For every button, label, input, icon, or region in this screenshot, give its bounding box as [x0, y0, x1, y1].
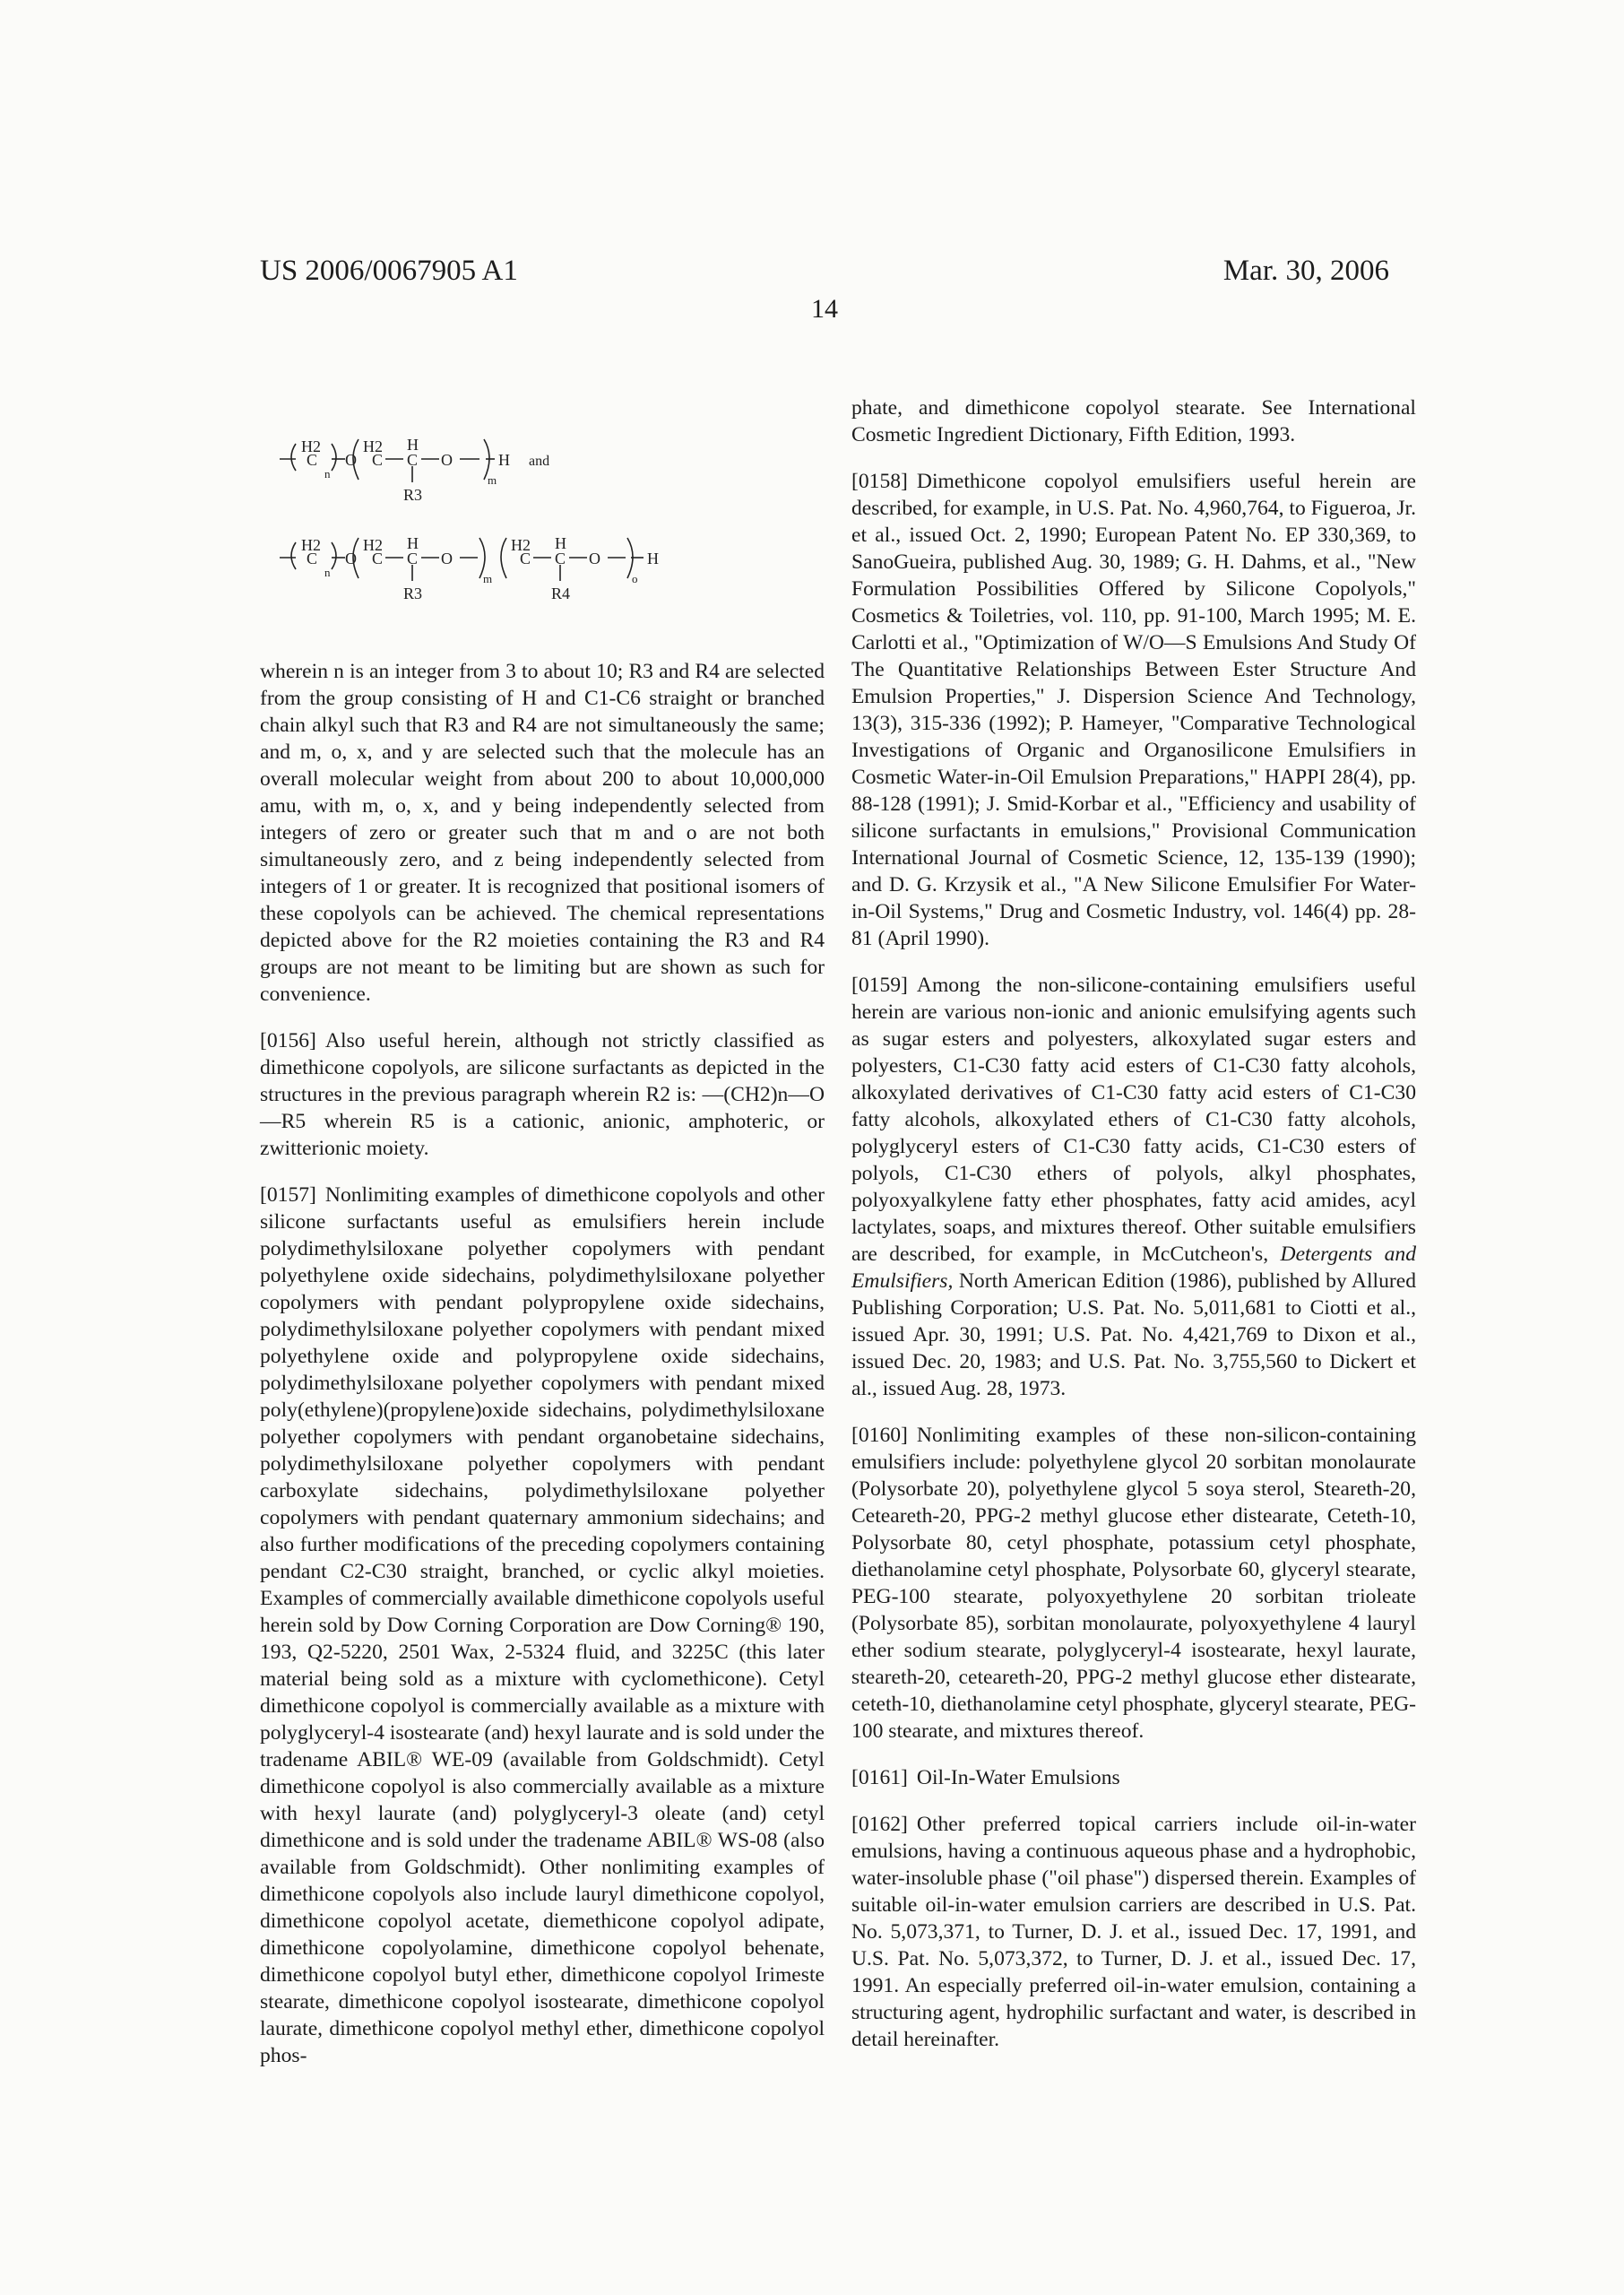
f2-h-a: H [407, 534, 419, 552]
f2-o-a: O [345, 550, 357, 567]
f2-c-b: C [372, 550, 384, 567]
paragraph-0161-heading [851, 1764, 1416, 1791]
paragraph-0157 [260, 1182, 825, 2069]
f1-h: H [407, 436, 419, 454]
f2-o-c: O [589, 550, 600, 567]
paragraph-text-end: North American Edition (1986), published by Allured Publishing Corporation; U.S. Pat. No. 5,011,681 to Ciotti et al., issued Apr. 30, 1991; U.S. Pat. No. 4,421,769 to Dixon et al., issued Dec. 20, 1983; and U.S. Pat. No. 3,755,560 to Dickert et al., issued Aug. 28, 1973. [851, 1269, 1416, 1400]
paragraph-number: [0161] [851, 1766, 908, 1789]
left-column [260, 394, 825, 2089]
f2-c-e: C [555, 550, 566, 567]
paragraph-text: Dimethicone copolyol emulsifiers useful herein are described, for example, in U.S. Pat. No. 4,960,764, to Figueroa, Jr. et al., issued Oct. 2, 1990; European Patent No. EP 330,369, to SanoGueira, published Aug. 30, 1989; G. H. Dahms, et al., "New Formulation Possibilities Offered by Silicone Copolyols," Cosmetics & Toiletries, vol. 110, pp. 91-100, March 1995; M. E. Carlotti et al., "Optimization of W/O—S Emulsions And Study Of The Quantitative Relationships Between Ester Structure And Emulsion Properties," J. Dispersion Science And Technology, 13(3), 315-336 (1992); P. Hameyer, "Comparative Technological Investigations of Organic and Organosilicone Emulsifiers in Cosmetic Water-in-Oil Emulsion Preparations," HAPPI 28(4), pp. 88-128 (1991); J. Smid-Korbar et al., "Efficiency and usability of silicone surfactants in emulsions," Provisional Communication International Journal of Cosmetic Science, 12, 135-139 (1990); and D. G. Krzysik et al., "A New Silicone Emulsifier For Water-in-Oil Systems," Drug and Cosmetic Industry, vol. 146(4) pp. 28-81 (April 1990). [851, 470, 1416, 950]
f2-m: m [483, 572, 493, 585]
paragraph-text: Nonlimiting examples of dimethicone copolyols and other silicone surfactants useful as emulsifiers herein include polydimethylsiloxane polyether copolymers with pendant polyethylene oxide sidechains, polydimethylsiloxane polyether copolymers with pendant polypropylene oxide sidechains, polydimethylsiloxane polyether copolymers with pendant mixed polyethylene oxide and polypropylene oxide sidechains, polydimethylsiloxane polyether copolymers with pendant mixed poly(ethylene)(propylene)oxide sidechains, polydimethylsiloxane polyether copolymers with pendant organobetaine sidechains, polydimethylsiloxane polyether copolymers with pendant carboxylate sidechains, polydimethylsiloxane polyether copolymers with pendant quaternary ammonium sidechains; and also further modifications of the preceding copolymers containing pendant C2-C30 straight, branched, or cyclic alkyl moieties. Examples of commercially available dimethicone copolyols useful herein sold by Dow Corning Corporation are Dow Corning® 190, 193, Q2-5220, 2501 Wax, 2-5324 fluid, and 3225C (this later material being sold as a mixture with cyclomethicone). Cetyl dimethicone copolyol is commercially available as a mixture with polyglyceryl-4 isostearate (and) hexyl laurate and is sold under the tradename ABIL® WE-09 (available from Goldschmidt). Cetyl dimethicone copolyol is also commercially available as a mixture with hexyl laurate (and) polyglyceryl-3 oleate (and) cetyl dimethicone and is sold under the tradename ABIL® WS-08 (also available from Goldschmidt). Other nonlimiting examples of dimethicone copolyols also include lauryl dimethicone copolyol, dimethicone copolyol acetate, diemethicone copolyol adipate, dimethicone copolyolamine, dimethicone copolyol behenate, dimethicone copolyol butyl ether, dimethicone copolyol Irimeste stearate, dimethicone copolyol isostearate, dimethicone copolyol laurate, dimethicone copolyol methyl ether, dimethicone copolyol phos- [260, 1183, 825, 2067]
f1-n: n [324, 467, 331, 481]
paragraph-0160 [851, 1422, 1416, 1745]
publication-date: Mar. 30, 2006 [1222, 255, 1389, 287]
publication-number: US 2006/0067905 A1 [260, 255, 518, 287]
f2-h2-a: H2 [301, 536, 321, 554]
paragraph-number: [0158] [851, 470, 908, 493]
f2-c-c: C [407, 550, 419, 567]
f2-o-b: O [441, 550, 453, 567]
f1-m: m [488, 473, 497, 487]
paragraph-wherein: wherein n is an integer from 3 to about 10; R3 and R4 are selected from the group consisting of H and C1-C6 straight or branched chain alkyl such that R3 and R4 are not simultaneously the same; and m, o, x, and y are selected such that the molecule has an overall molecular weight from about 200 to about 10,000,000 amu, with m, o, x, and y being independently selected from integers of zero or greater such that m and o are not both simultaneously zero, and z being independently selected from integers of 1 or greater. It is recognized that positional isomers of these copolyols can be achieved. The chemical representations depicted above for the R2 moieties containing the R3 and R4 groups are not meant to be limiting but are shown as such for convenience. [260, 660, 825, 1006]
paragraph-number: [0162] [851, 1813, 908, 1836]
f1-h2-a: H2 [301, 437, 321, 455]
f2-n: n [324, 566, 331, 579]
f1-c-b: C [372, 451, 384, 469]
f2-r3: R3 [403, 585, 423, 602]
f1-c-a: C [307, 451, 318, 469]
paragraph-0159 [851, 972, 1416, 1402]
f1-c-c: C [407, 451, 419, 469]
f1-o-b: O [441, 451, 453, 469]
f1-h2-b: H2 [363, 437, 383, 455]
paragraph-number: [0159] [851, 974, 908, 997]
page-number: 14 [811, 294, 838, 324]
formula-diagram [260, 394, 825, 628]
f2-c-a: C [307, 550, 318, 567]
paragraph-number: [0156] [260, 1029, 316, 1052]
f2-h-b: H [555, 534, 566, 552]
paragraph-text: Other preferred topical carriers include oil-in-water emulsions, having a continuous aqueous phase and a hydrophobic, water-insoluble phase ("oil phase") dispersed therein. Examples of suitable oil-in-water emulsion carriers are described in U.S. Pat. No. 5,073,371, to Turner, D. J. et al., issued Dec. 17, 1991, and U.S. Pat. No. 5,073,372, to Turner, D. J. et al., issued Dec. 17, 1991. An especially preferred oil-in-water emulsion, containing a structuring agent, hydrophilic surfactant and water, is described in detail hereinafter. [851, 1813, 1416, 2051]
paragraph-0162 [851, 1811, 1416, 2053]
paragraph-0158 [851, 468, 1416, 952]
f2-c-d: C [520, 550, 531, 567]
page-header [260, 255, 1389, 324]
chemical-formula [260, 394, 825, 628]
f2-r4: R4 [551, 585, 571, 602]
paragraph-text: Among the non-silicone-containing emulsifiers useful herein are various non-ionic and anionic emulsifying agents such as sugar esters and polyesters, alkoxylated sugar esters and polyesters, C1-C30 fatty acid esters of C1-C30 fatty alcohols, alkoxylated derivatives of C1-C30 fatty acid esters of C1-C30 fatty alcohols, alkoxylated ethers of C1-C30 fatty alcohols, polyglyceryl esters of C1-C30 fatty acids, C1-C30 esters of polyols, C1-C30 ethers of polyols, alkyl phosphates, polyoxyalkylene fatty ether phosphates, fatty acid amides, acyl lactylates, soaps, and mixtures thereof. Other suitable emulsifiers are described, for example, in McCutcheon's, [851, 974, 1416, 1266]
paragraph-italic: Detergents and Emulsifiers, [851, 1243, 1417, 1293]
f1-end-h: H [498, 451, 510, 469]
section-heading: Oil-In-Water Emulsions [916, 1766, 1120, 1789]
right-column [851, 394, 1416, 2073]
paragraph-continuation: phate, and dimethicone copolyol stearate. See International Cosmetic Ingredient Dictionary, Fifth Edition, 1993. [851, 396, 1416, 446]
paragraph-text: Nonlimiting examples of these non-silicon-containing emulsifiers include: polyethylene glycol 20 sorbitan monolaurate (Polysorbate 20), polyethylene glycol 5 soya sterol, Steareth-20, Ceteareth-20, PPG-2 methyl glucose ether distearate, Ceteth-10, Polysorbate 80, cetyl phosphate, potassium cetyl phosphate, diethanolamine cetyl phosphate, Polysorbate 60, glyceryl stearate, PEG-100 stearate, polyoxyethylene 20 sorbitan trioleate (Polysorbate 85), sorbitan monolaurate, polyoxyethylene 4 lauryl ether sodium stearate, polyglyceryl-4 isostearate, hexyl laurate, steareth-20, ceteareth-20, PPG-2 methyl glucose ether distearate, ceteth-10, diethanolamine cetyl phosphate, glyceryl stearate, PEG-100 stearate, and mixtures thereof. [851, 1424, 1416, 1743]
f1-o-a: O [345, 451, 357, 469]
paragraph-number: [0157] [260, 1183, 316, 1207]
f2-h2-c: H2 [511, 536, 531, 554]
paragraph-0156 [260, 1027, 825, 1162]
f1-r3: R3 [403, 486, 423, 504]
formula-1-labels [301, 436, 549, 504]
f2-h2-b: H2 [363, 536, 383, 554]
paragraph-text: Also useful herein, although not strictly classified as dimethicone copolyols, are silicone surfactants as depicted in the structures in the previous paragraph wherein R2 is: —(CH2)n—O—R5 wherein R5 is a cationic, anionic, amphoteric, or zwitterionic moiety. [260, 1029, 825, 1160]
f1-and: and [529, 454, 550, 469]
f2-end-h: H [647, 550, 659, 567]
paragraph-number: [0160] [851, 1424, 908, 1447]
f2-o-sub: o [632, 572, 638, 585]
